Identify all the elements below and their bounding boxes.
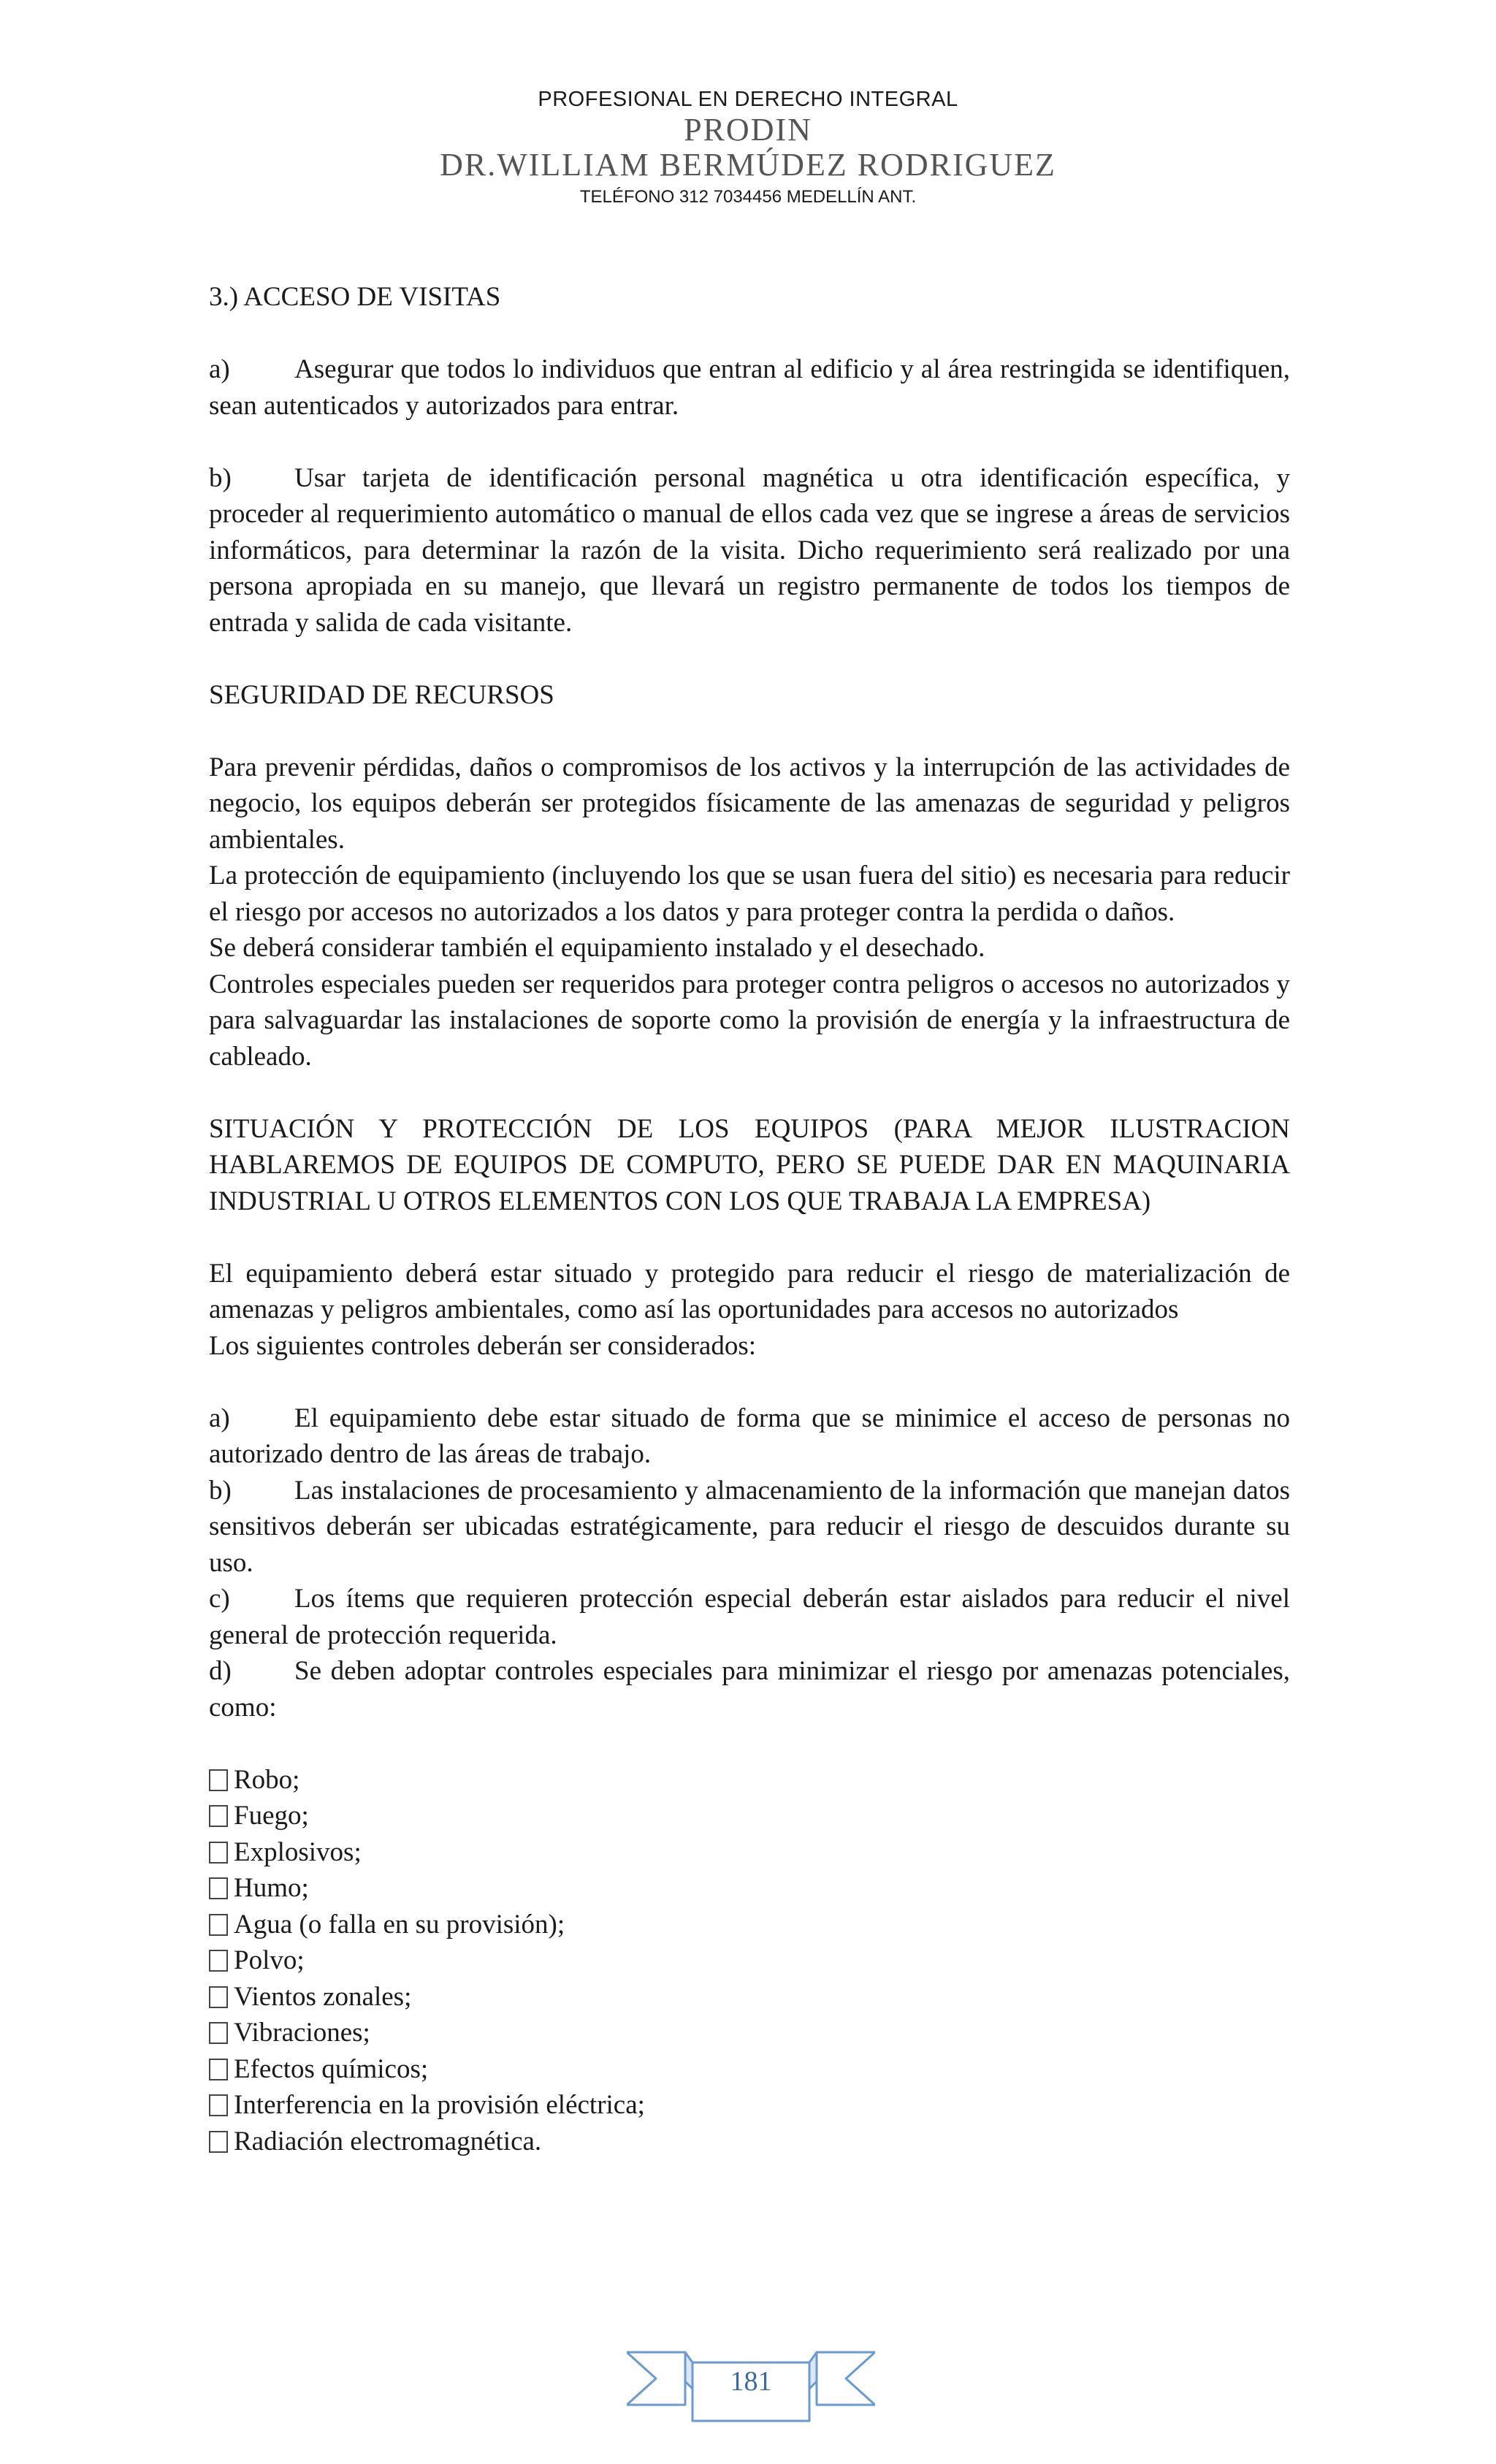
- paragraph-proteccion-equipamiento: La protección de equipamiento (incluyendo los que se usan fuera del sitio) es necesaria para reducir el riesgo por accesos no autorizados a los datos y para proteger contra la perdida o daños.: [209, 861, 1290, 927]
- paragraph-equipamiento-instalado: Se deberá considerar también el equipamiento instalado y el desechado.: [209, 933, 985, 963]
- item-label: c): [209, 1584, 230, 1614]
- bullet-box-icon: [209, 1877, 228, 1899]
- item-label: b): [209, 1475, 232, 1506]
- list-item: Robo;: [209, 1762, 1290, 1799]
- document-body: [209, 279, 1290, 2159]
- item-label: a): [209, 1403, 230, 1433]
- paragraph-item-b-equipos: [209, 1473, 1290, 1582]
- bullet-box-icon: [209, 1950, 228, 1972]
- bullet-box-icon: [209, 1769, 228, 1791]
- paragraph-item-a-visitas: [209, 351, 1290, 424]
- bullet-box-icon: [209, 1805, 228, 1827]
- bullet-box-icon: [209, 2094, 228, 2116]
- paragraph-controles-especiales: Controles especiales pueden ser requeridos para proteger contra peligros o accesos no autorizados y para salvaguardar las instalaciones de soporte como la provisión de energía y la infraestructura de cableado.: [209, 969, 1290, 1072]
- paragraph-item-a-equipos: [209, 1400, 1290, 1473]
- item-label: d): [209, 1656, 232, 1686]
- paragraph-item-c-equipos: [209, 1581, 1290, 1653]
- paragraph-controles-considerados: Los siguientes controles deberán ser considerados:: [209, 1330, 757, 1361]
- bullet-box-icon: [209, 2022, 228, 2044]
- paragraph-prevenir-perdidas: Para prevenir pérdidas, daños o compromisos de los activos y la interrupción de las actividades de negocio, los equipos deberán ser protegidos físicamente de las amenazas de seguridad y peligros ambientales.: [209, 752, 1290, 855]
- item-text: Asegurar que todos lo individuos que entran al edificio y al área restringida se identifiquen, sean autenticados y autorizados para entrar.: [209, 354, 1290, 421]
- item-text: Se deben adoptar controles especiales para minimizar el riesgo por amenazas potenciales, como:: [209, 1656, 1290, 1723]
- list-item: Explosivos;: [209, 1834, 1290, 1871]
- list-item: Agua (o falla en su provisión);: [209, 1907, 1290, 1943]
- item-label: a): [209, 354, 230, 384]
- section-title-situacion-proteccion: SITUACIÓN Y PROTECCIÓN DE LOS EQUIPOS (PARA MEJOR ILUSTRACION HABLAREMOS DE EQUIPOS DE COMPUTO, PERO SE PUEDE DAR EN MAQUINARIA INDUSTRIAL U OTROS ELEMENTOS CON LOS QUE TRABAJA LA EMPRESA): [209, 1113, 1290, 1216]
- header-firm-name: PRODIN: [684, 112, 812, 148]
- item-text: Las instalaciones de procesamiento y almacenamiento de la información que manejan datos sensitivos deberán ser ubicadas estratégicamente, para reducir el riesgo de descuidos durante su uso.: [209, 1475, 1290, 1578]
- document-header: [0, 86, 1496, 212]
- bullet-box-icon: [209, 2131, 228, 2153]
- list-item: Vibraciones;: [209, 2015, 1290, 2051]
- list-item: Radiación electromagnética.: [209, 2124, 1290, 2160]
- bullet-box-icon: [209, 1842, 228, 1864]
- item-text: Los ítems que requieren protección especial deberán estar aislados para reducir el nivel general de protección requerida.: [209, 1584, 1290, 1650]
- section-title-seguridad-recursos: SEGURIDAD DE RECURSOS: [209, 679, 554, 710]
- paragraph-equipamiento-situado: El equipamiento deberá estar situado y protegido para reducir el riesgo de materialización de amenazas y peligros ambientales, como así las oportunidades para accesos no autorizados: [209, 1258, 1290, 1324]
- list-item: Interferencia en la provisión eléctrica;: [209, 2087, 1290, 2124]
- paragraph-item-b-visitas: [209, 460, 1290, 641]
- list-item: Efectos químicos;: [209, 2051, 1290, 2088]
- item-text: El equipamiento debe estar situado de forma que se minimice el acceso de personas no autorizado dentro de las áreas de trabajo.: [209, 1403, 1290, 1469]
- bullet-box-icon: [209, 2059, 228, 2080]
- paragraph-item-d-equipos: [209, 1653, 1290, 1725]
- list-item: Vientos zonales;: [209, 1979, 1290, 2015]
- header-author-name: DR.WILLIAM BERMÚDEZ RODRIGUEZ: [440, 147, 1056, 183]
- item-text: Usar tarjeta de identificación personal magnética u otra identificación específica, y proceder al requerimiento automático o manual de ellos cada vez que se ingrese a áreas de servicios informáticos, para determinar la razón de la visita. Dicho requerimiento será realizado por una persona apropiada en su manejo, que llevará un registro permanente de todos los tiempos de entrada y salida de cada visitante.: [209, 462, 1290, 638]
- header-contact-info: TELÉFONO 312 7034456 MEDELLÍN ANT.: [579, 187, 917, 207]
- bullet-box-icon: [209, 1914, 228, 1936]
- list-item: Humo;: [209, 1870, 1290, 1907]
- item-label: b): [209, 462, 232, 493]
- list-item: Polvo;: [209, 1942, 1290, 1979]
- threat-bullet-list: [209, 1762, 1290, 2160]
- section-title-acceso-visitas: 3.) ACCESO DE VISITAS: [209, 282, 501, 312]
- page-number: 181: [730, 2366, 772, 2397]
- list-item: Fuego;: [209, 1798, 1290, 1834]
- page-footer: [627, 2345, 875, 2433]
- bullet-box-icon: [209, 1986, 228, 2008]
- header-firm-description: PROFESIONAL EN DERECHO INTEGRAL: [538, 88, 958, 111]
